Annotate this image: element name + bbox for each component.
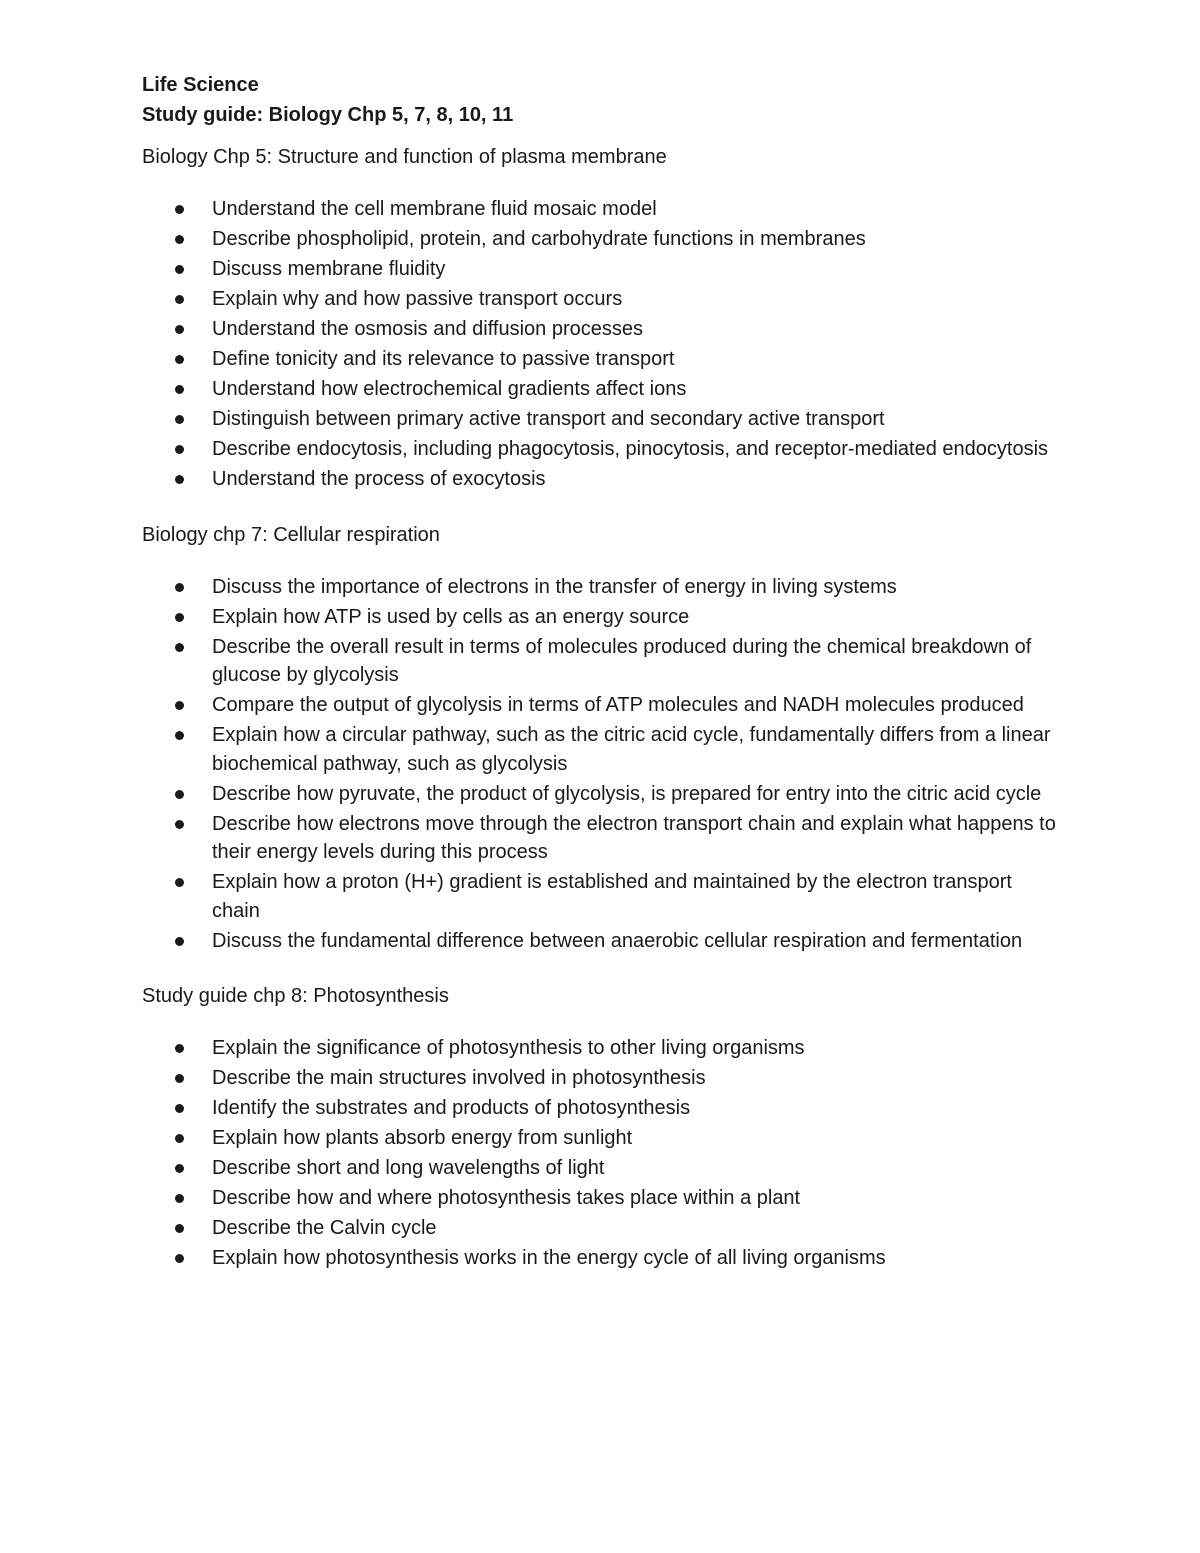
- bullet-icon: [175, 325, 184, 334]
- bullet-icon: [175, 355, 184, 364]
- list-item: Describe how electrons move through the electron transport chain and explain what happens to their energy levels during this process: [142, 810, 1060, 867]
- bullet-icon: [175, 583, 184, 592]
- bullet-icon: [175, 820, 184, 829]
- section-chp7: [142, 520, 1060, 956]
- list-item: Describe how pyruvate, the product of glycolysis, is prepared for entry into the citric acid cycle: [142, 780, 1060, 809]
- bullet-icon: [175, 385, 184, 394]
- bullet-icon: [175, 265, 184, 274]
- bullet-icon: [175, 790, 184, 799]
- bullet-list: [142, 1034, 1060, 1273]
- list-item: Understand the process of exocytosis: [142, 465, 1060, 494]
- bullet-list: [142, 195, 1060, 494]
- bullet-icon: [175, 295, 184, 304]
- section-chp5: [142, 142, 1060, 494]
- bullet-icon: [175, 445, 184, 454]
- document-subtitle: Study guide: Biology Chp 5, 7, 8, 10, 11: [142, 104, 514, 126]
- bullet-icon: [175, 1074, 184, 1083]
- bullet-list: [142, 573, 1060, 956]
- list-item: Understand the osmosis and diffusion processes: [142, 315, 1060, 344]
- bullet-icon: [175, 731, 184, 740]
- bullet-icon: [175, 1194, 184, 1203]
- list-item: Discuss membrane fluidity: [142, 255, 1060, 284]
- list-item: Describe short and long wavelengths of light: [142, 1154, 1060, 1183]
- bullet-icon: [175, 878, 184, 887]
- list-item: Discuss the importance of electrons in the transfer of energy in living systems: [142, 573, 1060, 602]
- list-item: Describe endocytosis, including phagocytosis, pinocytosis, and receptor-mediated endocytosis: [142, 435, 1060, 464]
- list-item: Describe the overall result in terms of molecules produced during the chemical breakdown of glucose by glycolysis: [142, 633, 1060, 690]
- bullet-icon: [175, 701, 184, 710]
- bullet-icon: [175, 1044, 184, 1053]
- bullet-icon: [175, 1104, 184, 1113]
- bullet-icon: [175, 1164, 184, 1173]
- bullet-icon: [175, 415, 184, 424]
- list-item: Distinguish between primary active transport and secondary active transport: [142, 405, 1060, 434]
- section-chp8: [142, 981, 1060, 1273]
- list-item: Identify the substrates and products of photosynthesis: [142, 1094, 1060, 1123]
- list-item: Describe phospholipid, protein, and carbohydrate functions in membranes: [142, 225, 1060, 254]
- list-item: Explain how a circular pathway, such as the citric acid cycle, fundamentally differs from a linear biochemical pathway, such as glycolysis: [142, 721, 1060, 778]
- bullet-icon: [175, 613, 184, 622]
- bullet-icon: [175, 1254, 184, 1263]
- list-item: Discuss the fundamental difference between anaerobic cellular respiration and fermentation: [142, 927, 1060, 956]
- list-item: Describe how and where photosynthesis takes place within a plant: [142, 1184, 1060, 1213]
- bullet-icon: [175, 475, 184, 484]
- list-item: Describe the Calvin cycle: [142, 1214, 1060, 1243]
- list-item: Explain how photosynthesis works in the energy cycle of all living organisms: [142, 1244, 1060, 1273]
- bullet-icon: [175, 205, 184, 214]
- list-item: Describe the main structures involved in photosynthesis: [142, 1064, 1060, 1093]
- list-item: Understand the cell membrane fluid mosaic model: [142, 195, 1060, 224]
- list-item: Explain how plants absorb energy from sunlight: [142, 1124, 1060, 1153]
- list-item: Define tonicity and its relevance to passive transport: [142, 345, 1060, 374]
- list-item: Explain why and how passive transport occurs: [142, 285, 1060, 314]
- bullet-icon: [175, 235, 184, 244]
- list-item: Understand how electrochemical gradients affect ions: [142, 375, 1060, 404]
- section-heading: Study guide chp 8: Photosynthesis: [142, 985, 449, 1007]
- bullet-icon: [175, 1224, 184, 1233]
- section-heading: Biology chp 7: Cellular respiration: [142, 523, 440, 546]
- bullet-icon: [175, 1134, 184, 1143]
- list-item: Compare the output of glycolysis in terms of ATP molecules and NADH molecules produced: [142, 691, 1060, 720]
- bullet-icon: [175, 643, 184, 652]
- section-heading: Biology Chp 5: Structure and function of plasma membrane: [142, 146, 667, 168]
- list-item: Explain how a proton (H+) gradient is established and maintained by the electron transport chain: [142, 868, 1060, 925]
- document-title: Life Science: [142, 74, 259, 96]
- bullet-icon: [175, 937, 184, 946]
- list-item: Explain the significance of photosynthesis to other living organisms: [142, 1034, 1060, 1063]
- list-item: Explain how ATP is used by cells as an energy source: [142, 603, 1060, 632]
